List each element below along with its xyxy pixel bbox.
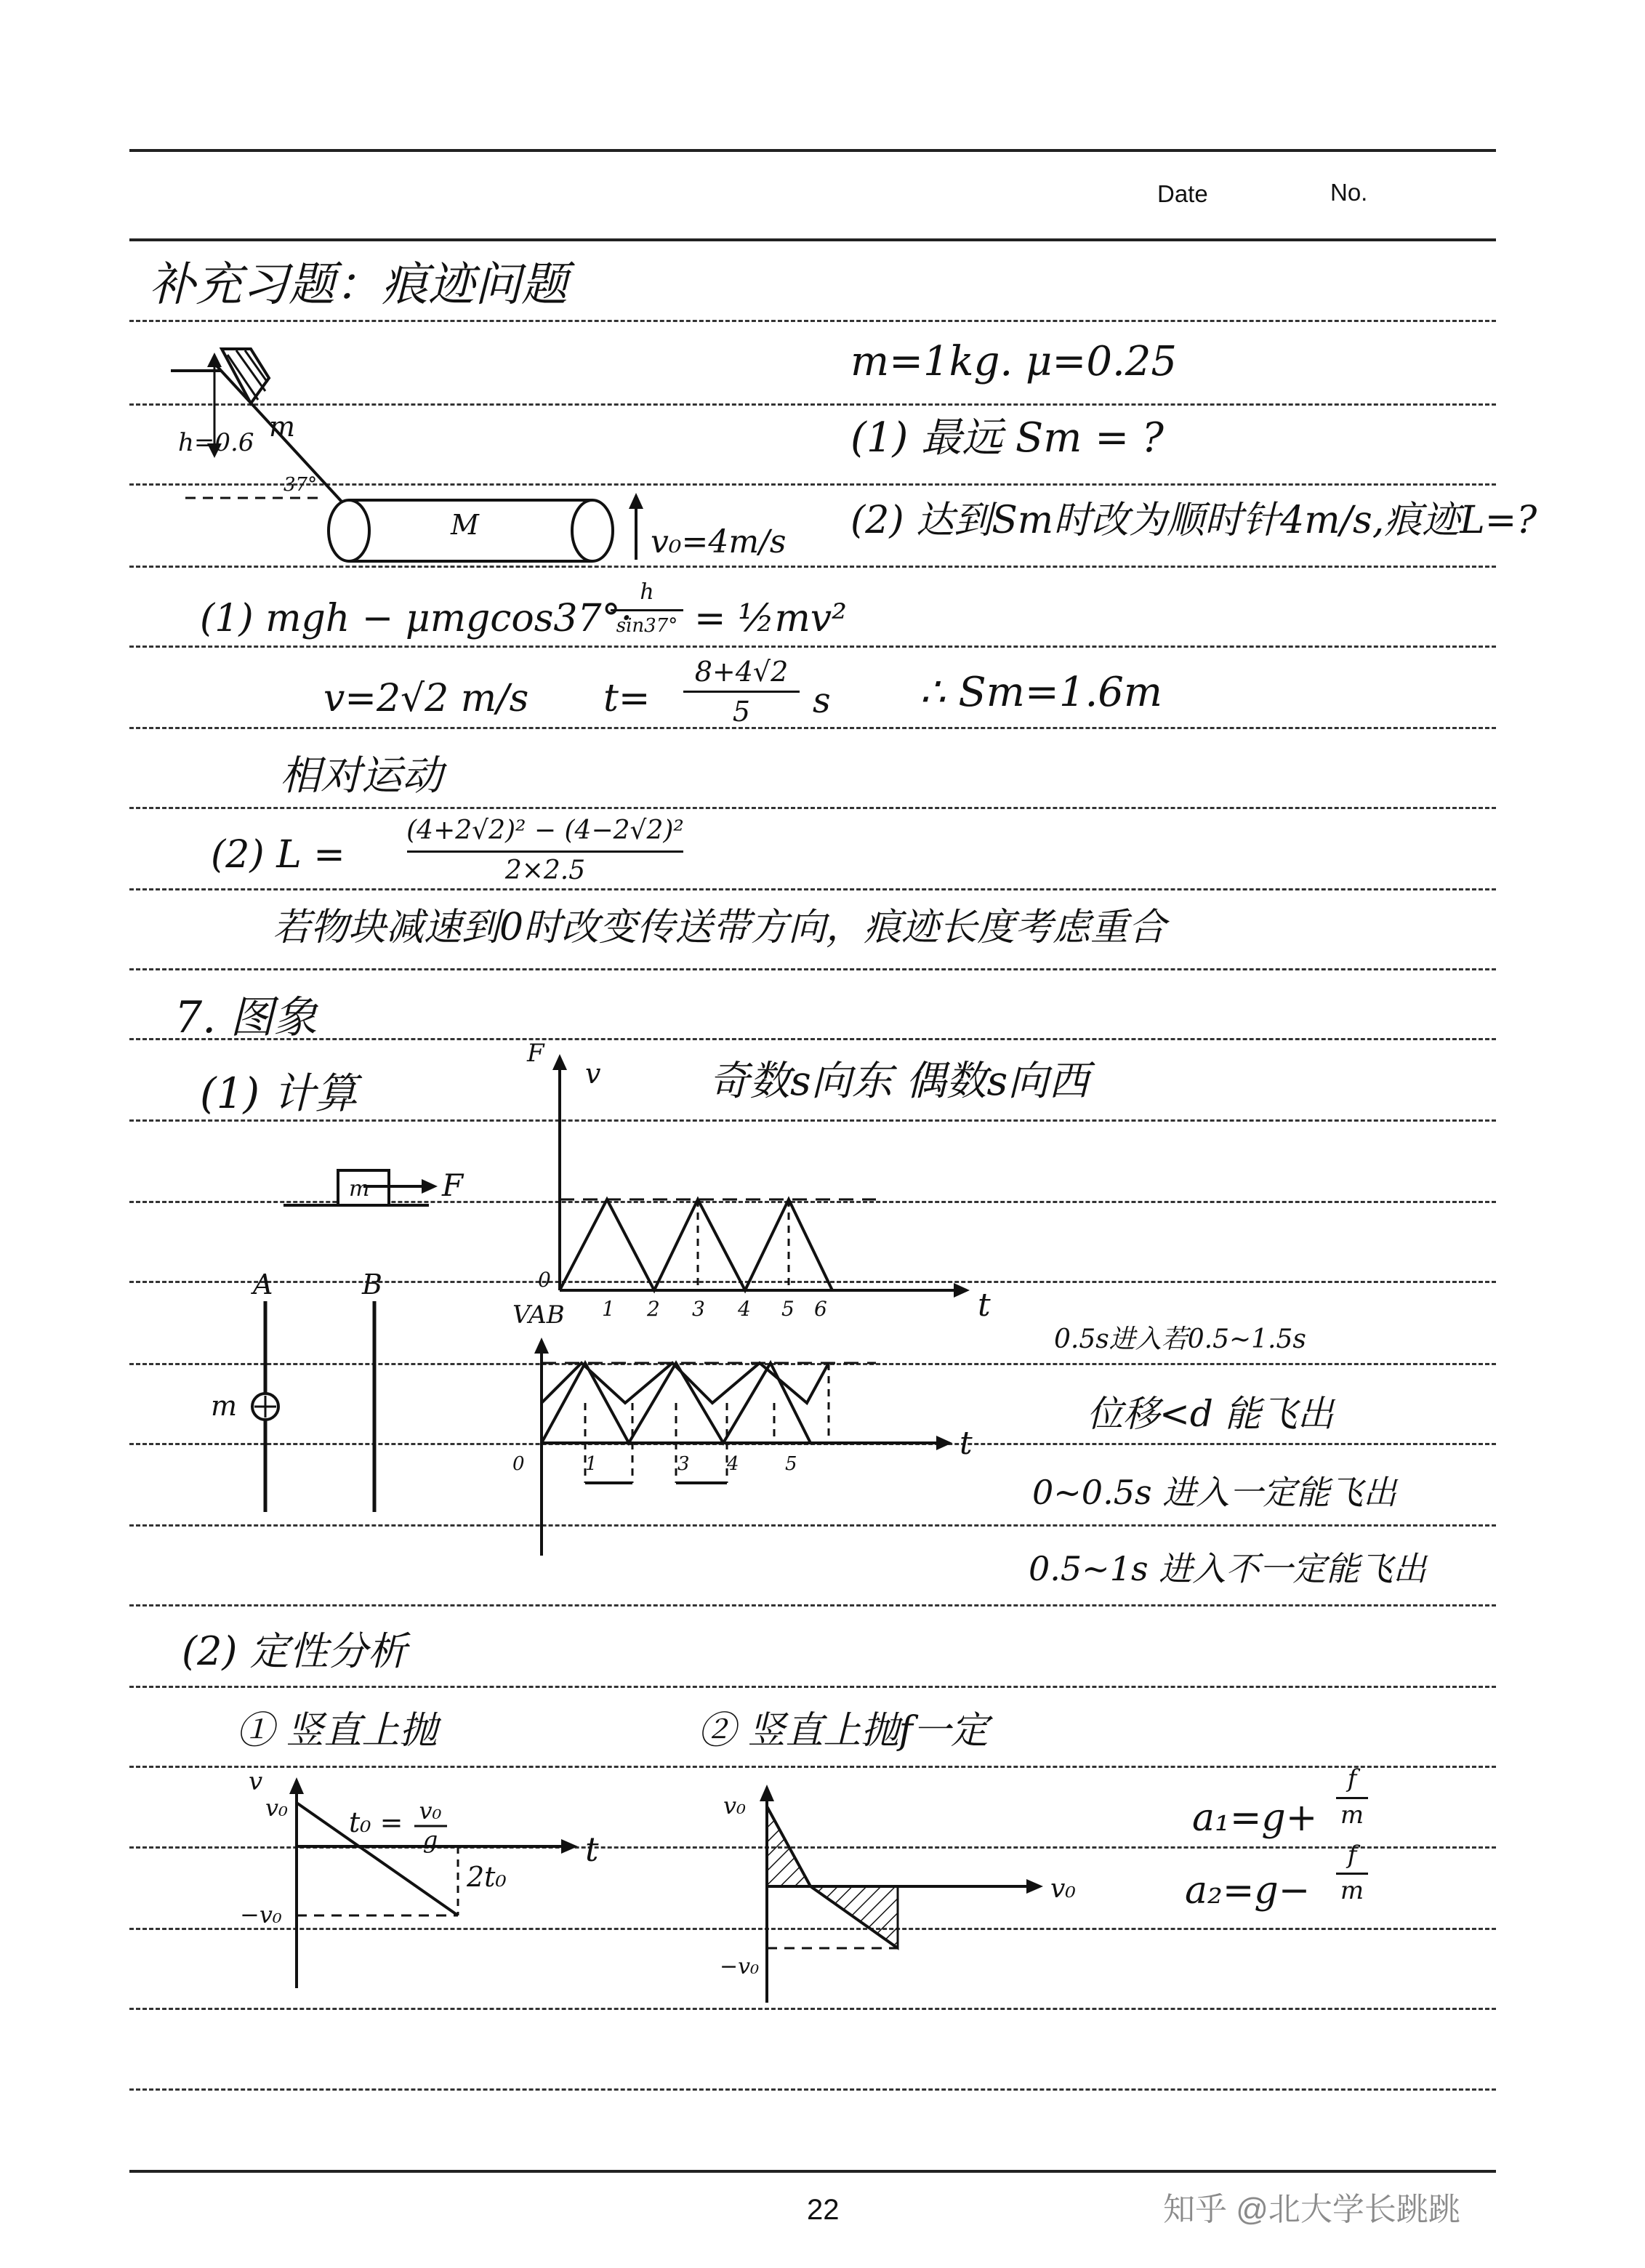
origin-label: 0 — [538, 1268, 551, 1292]
tick-label: 3 — [677, 1453, 690, 1475]
parallel-plates-diagram — [196, 1261, 414, 1523]
date-label: Date — [1157, 180, 1208, 207]
equation-1-fraction-den: sin37° — [616, 615, 678, 637]
fraction-bar — [683, 691, 800, 693]
tick-label: 4 — [727, 1453, 739, 1475]
fraction-bar — [1336, 1873, 1368, 1875]
overlap-note: 若物块减速到0时改变传送带方向，痕迹长度考虑重合 — [273, 906, 1167, 949]
displacement-note: 位移<d 能飞出 — [1087, 1393, 1334, 1435]
voltage-time-graph — [480, 1301, 1003, 1563]
direction-rule: 奇数s向东 偶数s向西 — [709, 1058, 1090, 1105]
page-number: 22 — [807, 2194, 840, 2226]
block-mass-label: m — [349, 1176, 370, 1202]
section-7-subtitle-2: (2) 定性分析 — [182, 1628, 407, 1674]
result-time-label: t= — [603, 677, 651, 720]
header-rule-bottom — [129, 238, 1496, 241]
time-axis-label: t — [978, 1287, 991, 1324]
particle-label: m — [211, 1390, 238, 1422]
belt-label: M — [451, 509, 479, 541]
given-values: m=1kg. μ=0.25 — [850, 338, 1178, 385]
equation-1-lhs: (1) mgh − μmgcos37°· — [200, 597, 633, 640]
watermark: 知乎 @北大学长跳跳 — [1163, 2192, 1460, 2227]
tick-label: 2 — [647, 1297, 660, 1321]
angle-label: 37° — [283, 474, 318, 496]
equation-2-den: 2×2.5 — [504, 856, 586, 885]
ruled-line — [129, 320, 1496, 322]
v0-label: v₀ — [723, 1792, 746, 1819]
tick-label: 6 — [814, 1297, 827, 1321]
a2-num: f — [1347, 1841, 1357, 1870]
f-axis-label: F — [527, 1039, 544, 1068]
tick-label: 1 — [602, 1297, 615, 1321]
t0-num: v₀ — [419, 1797, 442, 1825]
fraction-bar — [407, 850, 683, 853]
t0-label: t₀ = — [349, 1806, 403, 1838]
vertical-toss-friction-label: ② 竖直上抛f一定 — [698, 1709, 989, 1753]
section-title: 补充习题：痕迹问题 — [149, 258, 568, 312]
vab-axis-label: VAB — [512, 1300, 565, 1330]
equation-2-label: (2) L = — [211, 833, 345, 877]
a2-den: m — [1340, 1876, 1364, 1905]
origin-label: 0 — [512, 1453, 525, 1475]
v-axis-label: v — [249, 1767, 263, 1796]
ruled-line — [129, 2088, 1496, 2091]
equation-1-fraction-num: h — [640, 579, 654, 605]
time-axis-label: t — [585, 1830, 599, 1869]
result-velocity: v=2√2 m/s — [323, 677, 529, 720]
ruled-line — [129, 968, 1496, 970]
header-rule-top — [129, 149, 1496, 152]
fraction-bar — [611, 609, 683, 611]
neg-v0-label: −v₀ — [720, 1954, 760, 1979]
equation-2-num: (4+2√2)² − (4−2√2)² — [406, 816, 684, 845]
tick-label: 5 — [785, 1453, 797, 1475]
entry-time-note: 0.5s进入若0.5~1.5s — [1054, 1324, 1306, 1354]
a2-formula: a₂=g− — [1185, 1869, 1311, 1913]
block-force-diagram — [283, 1141, 502, 1214]
fly-out-note-2: 0.5~1s 进入不一定能飞出 — [1029, 1549, 1427, 1588]
question-1: (1) 最远 Sm = ? — [850, 414, 1164, 462]
fly-out-note-1: 0~0.5s 进入一定能飞出 — [1032, 1473, 1397, 1512]
a1-formula: a₁=g+ — [1192, 1796, 1318, 1840]
footer-rule — [129, 2170, 1496, 2173]
result-time-den: 5 — [732, 696, 751, 728]
force-time-graph — [509, 1032, 1003, 1323]
vertical-toss-graph — [240, 1759, 676, 1999]
section-7-title: 7. 图象 — [174, 992, 318, 1043]
no-label: No. — [1330, 179, 1368, 206]
incline-belt-diagram — [164, 334, 818, 567]
t0-den: g — [422, 1826, 438, 1854]
two-t0-label: 2t₀ — [467, 1861, 507, 1893]
result-time-unit: s — [813, 680, 831, 721]
result-time-num: 8+4√2 — [694, 656, 789, 688]
a1-den: m — [1340, 1801, 1364, 1830]
time-axis-label: t — [960, 1425, 973, 1462]
section-7-subtitle-1: (1) 计算 — [200, 1069, 358, 1118]
vertical-toss-label: ① 竖直上抛 — [236, 1709, 438, 1753]
plate-a-label: A — [253, 1268, 273, 1300]
v-axis-label: v — [585, 1058, 601, 1090]
force-label: F — [442, 1167, 464, 1203]
ruled-line — [129, 646, 1496, 648]
belt-speed-label: v₀=4m/s — [651, 523, 787, 560]
v0-label: v₀ — [265, 1794, 288, 1822]
vertical-toss-friction-graph — [712, 1766, 1119, 2014]
tick-label: 1 — [585, 1453, 598, 1475]
fraction-bar — [1336, 1797, 1368, 1799]
neg-v0-label: −v₀ — [240, 1901, 282, 1929]
result-max-distance: ∴ Sm=1.6m — [920, 669, 1162, 716]
tick-label: 3 — [692, 1297, 705, 1321]
block-label: m — [269, 411, 296, 443]
tick-label: 5 — [781, 1297, 795, 1321]
ruled-line — [129, 1686, 1496, 1688]
equation-1-rhs: = ½mv² — [694, 597, 848, 640]
relative-motion-label: 相对运动 — [280, 752, 443, 800]
a1-num: f — [1347, 1764, 1357, 1793]
ruled-line — [129, 727, 1496, 729]
ruled-line — [129, 888, 1496, 890]
plate-b-label: B — [362, 1268, 382, 1300]
height-label: h=0.6 — [178, 428, 254, 457]
time-axis-label: v₀ — [1050, 1874, 1076, 1904]
ruled-line — [129, 1604, 1496, 1606]
tick-label: 4 — [738, 1297, 751, 1321]
question-2: (2) 达到Sm时改为顺时针4m/s,痕迹L=? — [850, 499, 1537, 542]
ruled-line — [129, 807, 1496, 809]
